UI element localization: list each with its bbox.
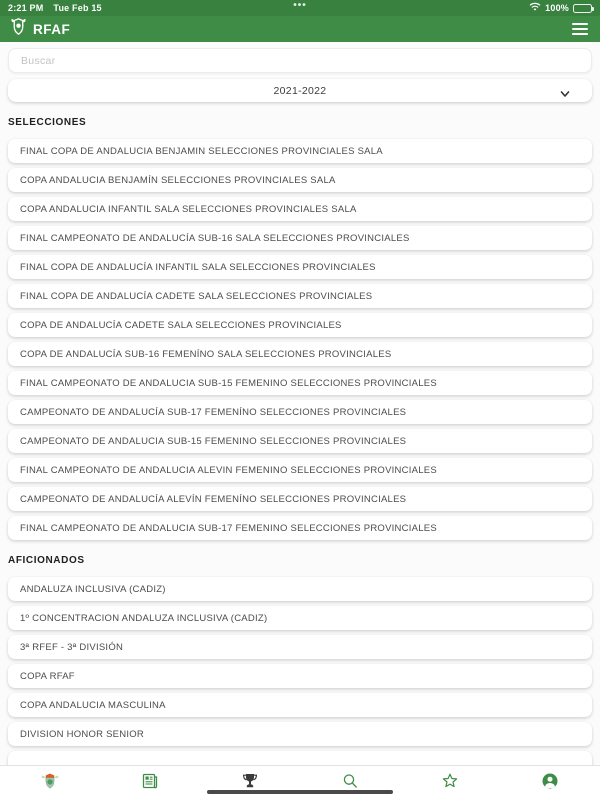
wifi-icon <box>529 2 541 14</box>
home-indicator[interactable] <box>207 790 393 795</box>
season-dropdown[interactable] <box>8 79 592 102</box>
list-item[interactable]: 1º CONCENTRACION ANDALUZA INCLUSIVA (CADIZ) <box>8 606 592 630</box>
list-item[interactable]: COPA DE ANDALUCÍA SUB-16 FEMENÍNO SALA SELECCIONES PROVINCIALES <box>8 342 592 366</box>
tab-competitions-active[interactable] <box>200 766 300 800</box>
tab-bar <box>0 765 600 800</box>
list-item[interactable]: 3ª RFEF - 3ª DIVISIÓN <box>8 635 592 659</box>
newspaper-icon <box>141 772 159 795</box>
list-item[interactable]: FINAL COPA DE ANDALUCÍA CADETE SALA SELECCIONES PROVINCIALES <box>8 284 592 308</box>
list-item[interactable]: FINAL CAMPEONATO DE ANDALUCIA SUB-15 FEMENINO SELECCIONES PROVINCIALES <box>8 371 592 395</box>
list-item[interactable]: CAMPEONATO DE ANDALUCÍA SUB-17 FEMENÍNO SELECCIONES PROVINCIALES <box>8 400 592 424</box>
status-time: 2:21 PM <box>8 3 44 13</box>
battery-percent: 100% <box>545 3 569 13</box>
list-item[interactable]: FINAL COPA DE ANDALUCIA BENJAMIN SELECCIONES PROVINCIALES SALA <box>8 139 592 163</box>
app-header <box>0 16 600 42</box>
multitask-dots-icon: ••• <box>293 0 307 11</box>
app-title: RFAF <box>33 21 71 37</box>
rfaf-crest-icon <box>41 772 59 795</box>
list-item[interactable]: CAMPEONATO DE ANDALUCIA SUB-15 FEMENINO SELECCIONES PROVINCIALES <box>8 429 592 453</box>
account-icon <box>541 772 559 795</box>
list-item[interactable]: COPA ANDALUCIA BENJAMÍN SELECCIONES PROVINCIALES SALA <box>8 168 592 192</box>
section-title: SELECCIONES <box>8 117 87 128</box>
list-item[interactable]: FINAL CAMPEONATO DE ANDALUCIA SUB-17 FEMENINO SELECCIONES PROVINCIALES <box>8 516 592 540</box>
list-item[interactable]: COPA RFAF <box>8 664 592 688</box>
list-item[interactable]: CAMPEONATO DE ANDALUCÍA ALEVÍN FEMENÍNO SELECCIONES PROVINCIALES <box>8 487 592 511</box>
list-item[interactable]: COPA ANDALUCIA MASCULINA <box>8 693 592 717</box>
star-icon <box>441 772 459 795</box>
brand <box>10 18 70 40</box>
list-item[interactable]: ANDALUZA INCLUSIVA (CADIZ) <box>8 577 592 601</box>
list-item[interactable]: FINAL CAMPEONATO DE ANDALUCIA ALEVIN FEMENINO SELECCIONES PROVINCIALES <box>8 458 592 482</box>
tab-search[interactable] <box>300 766 400 800</box>
status-bar <box>0 0 600 16</box>
content-area[interactable] <box>0 42 600 800</box>
list-item[interactable]: FINAL CAMPEONATO DE ANDALUCÍA SUB-16 SALA SELECCIONES PROVINCIALES <box>8 226 592 250</box>
hamburger-menu-icon[interactable] <box>570 19 590 39</box>
rfaf-logo-icon <box>10 18 27 40</box>
battery-icon <box>573 4 592 13</box>
tab-news[interactable] <box>100 766 200 800</box>
tab-favorites[interactable] <box>400 766 500 800</box>
list-item[interactable]: DIVISION HONOR SENIOR <box>8 722 592 746</box>
chevron-down-icon <box>560 85 570 103</box>
status-date: Tue Feb 15 <box>53 3 102 13</box>
sections <box>8 117 592 746</box>
list-item[interactable]: FINAL COPA DE ANDALUCÍA INFANTIL SALA SELECCIONES PROVINCIALES <box>8 255 592 279</box>
tab-account[interactable] <box>500 766 600 800</box>
tab-rfaf-home[interactable] <box>0 766 100 800</box>
list-item[interactable]: COPA ANDALUCIA INFANTIL SALA SELECCIONES PROVINCIALES SALA <box>8 197 592 221</box>
section-title: AFICIONADOS <box>8 555 85 566</box>
search-input[interactable] <box>8 48 592 73</box>
list-item[interactable]: COPA DE ANDALUCÍA CADETE SALA SELECCIONES PROVINCIALES <box>8 313 592 337</box>
season-value: 2021-2022 <box>273 84 327 97</box>
